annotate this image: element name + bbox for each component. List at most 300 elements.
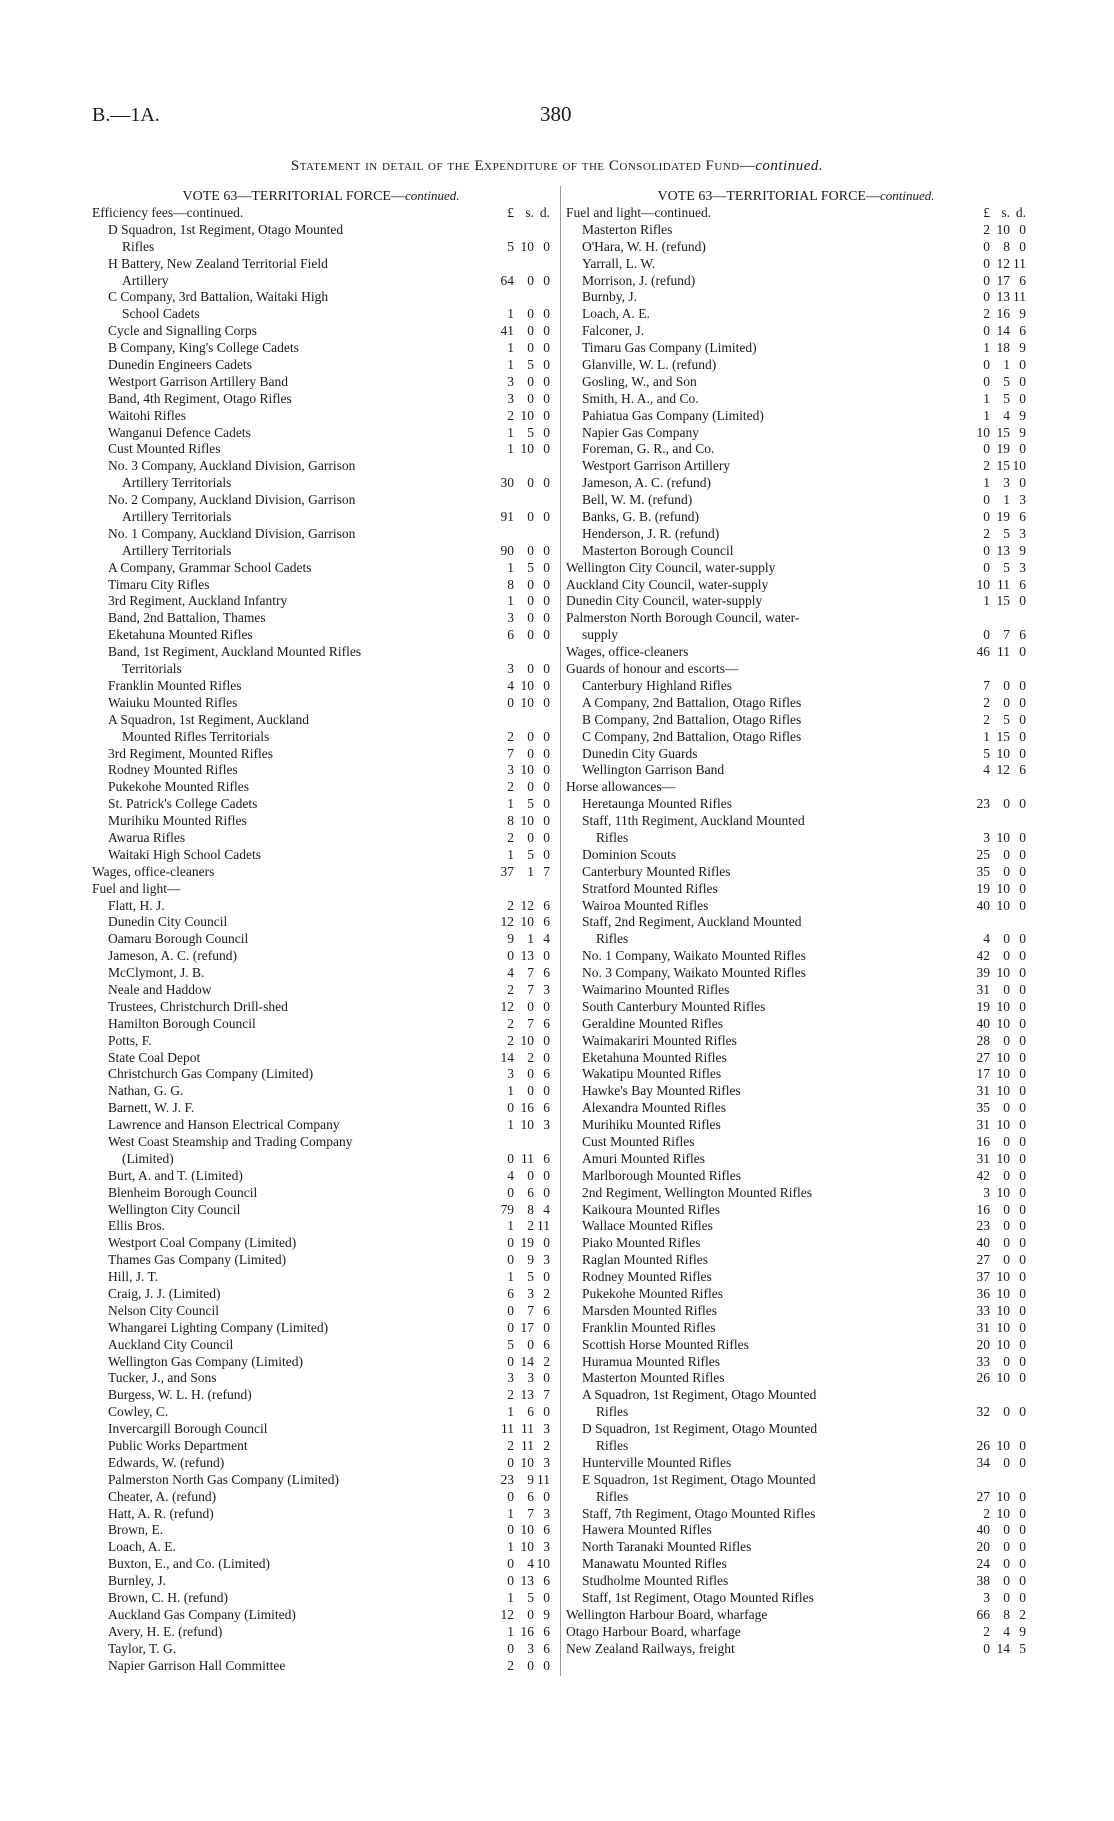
pence-value: 6: [1019, 323, 1026, 339]
expenditure-row: [92, 881, 550, 898]
item-label: Auckland City Council: [108, 1336, 234, 1352]
item-label: Cheater, A. (refund): [108, 1488, 217, 1504]
pence-value: 2: [1019, 1606, 1026, 1622]
item-label: No. 3 Company, Auckland Division, Garrison: [108, 458, 356, 474]
expenditure-row: [92, 509, 550, 526]
shillings-value: 1: [527, 931, 534, 947]
item-label: Dunedin City Council, water-supply: [566, 593, 763, 609]
expenditure-row: [566, 239, 1026, 256]
expenditure-row: [566, 982, 1026, 999]
expenditure-row: [566, 1066, 1026, 1083]
item-label: Hamilton Borough Council: [108, 1015, 256, 1031]
item-label: D Squadron, 1st Regiment, Otago Mounted: [582, 1421, 818, 1437]
pence-value: [534, 526, 550, 543]
amount: [492, 1556, 550, 1573]
expenditure-row: [92, 1438, 550, 1455]
shillings-value: 8: [1003, 238, 1010, 254]
amount: [492, 1421, 550, 1438]
pence-value: 0: [1019, 745, 1026, 761]
item-label: Stratford Mounted Rifles: [582, 880, 718, 896]
amount: [492, 813, 550, 830]
amount: [492, 1303, 550, 1320]
expenditure-row: [566, 577, 1026, 594]
expenditure-row: [92, 1421, 550, 1438]
expenditure-row: [92, 441, 550, 458]
amount: [492, 374, 550, 391]
item-label: Yarrall, L. W.: [582, 255, 656, 271]
expenditure-row: [566, 1185, 1026, 1202]
expenditure-row: [566, 762, 1026, 779]
amount: [492, 1607, 550, 1624]
pounds-value: [968, 813, 990, 830]
pounds-value: 0: [507, 1353, 514, 1369]
pounds-value: 0: [507, 948, 514, 964]
amount: [492, 965, 550, 982]
pence-value: 3: [543, 981, 550, 997]
pounds-value: 31: [976, 981, 990, 997]
shillings-value: 0: [1003, 1404, 1010, 1420]
amount: [492, 408, 550, 425]
shillings-value: 0: [527, 728, 534, 744]
expenditure-row: [566, 458, 1026, 475]
shillings-value: 7: [527, 1015, 534, 1031]
expenditure-row: [566, 1202, 1026, 1219]
pounds-value: 1: [507, 441, 514, 457]
shillings-value: 13: [520, 1387, 534, 1403]
pounds-value: 3: [507, 1066, 514, 1082]
shillings-value: 10: [996, 1319, 1010, 1335]
pence-value: 0: [543, 1167, 550, 1183]
shillings-value: 10: [996, 1286, 1010, 1301]
pounds-value: 3: [983, 829, 990, 845]
shillings-value: 0: [527, 627, 534, 643]
expenditure-row: [92, 914, 550, 931]
shillings-value: 0: [1003, 948, 1010, 964]
pence-value: 0: [1019, 1336, 1026, 1352]
item-label: Staff, 1st Regiment, Otago Mounted Rifles: [582, 1590, 814, 1606]
pounds-value: 0: [507, 1100, 514, 1116]
pounds-value: 19: [976, 998, 990, 1014]
item-label: Glanville, W. L. (refund): [582, 357, 717, 373]
pounds-value: 31: [976, 1150, 990, 1166]
pence-value: 11: [1013, 289, 1026, 305]
pounds-value: 2: [983, 1623, 990, 1639]
expenditure-row: [566, 695, 1026, 712]
expenditure-row: [92, 1404, 550, 1421]
item-label: Masterton Rifles: [582, 221, 673, 237]
expenditure-row: [566, 1286, 1026, 1303]
pounds-value: 4: [507, 1167, 514, 1183]
pounds-value: [492, 492, 514, 509]
amount: [968, 982, 1026, 999]
shillings-value: 10: [996, 829, 1010, 845]
pounds-value: 0: [983, 1640, 990, 1656]
pence-value: 0: [543, 762, 550, 778]
pence-value: 0: [1019, 1286, 1026, 1301]
shillings-value: 0: [1003, 1201, 1010, 1217]
item-label: Banks, G. B. (refund): [582, 509, 699, 525]
item-label: Cowley, C.: [108, 1404, 169, 1420]
expenditure-row: [566, 391, 1026, 408]
pounds-value: 27: [976, 1049, 990, 1065]
pounds-value: 0: [507, 1184, 514, 1200]
pounds-value: 0: [983, 373, 990, 389]
pence-value: 0: [1019, 221, 1026, 237]
pence-value: [1010, 610, 1026, 627]
expenditure-row: [92, 762, 550, 779]
item-label: C Company, 3rd Battalion, Waitaki High: [108, 289, 329, 305]
amount: [968, 813, 1026, 830]
expenditure-row: [566, 560, 1026, 577]
amount: [968, 1066, 1026, 1083]
pence-value: 0: [543, 357, 550, 373]
expenditure-row: [92, 560, 550, 577]
item-label: Artillery: [122, 272, 169, 288]
shillings-value: 9: [527, 1471, 534, 1487]
amount: [968, 340, 1026, 357]
pence-value: 0: [543, 1032, 550, 1048]
pence-value: 11: [1013, 255, 1026, 271]
expenditure-row: [566, 931, 1026, 948]
item-label: Potts, F.: [108, 1032, 152, 1048]
item-label: H Battery, New Zealand Territorial Field: [108, 255, 328, 271]
pounds-value: 23: [976, 796, 990, 812]
shillings-value: 0: [527, 1657, 534, 1673]
amount: [492, 1218, 550, 1235]
expenditure-row: [92, 543, 550, 560]
pence-value: 2: [543, 1353, 550, 1369]
expenditure-row: [566, 796, 1026, 813]
expenditure-row: [92, 1218, 550, 1235]
shillings-value: 0: [1003, 1133, 1010, 1149]
item-label: Loach, A. E.: [108, 1539, 176, 1555]
shillings-value: 0: [527, 779, 534, 795]
pounds-value: 5: [507, 238, 514, 254]
amount: [492, 1573, 550, 1590]
amount: [492, 458, 550, 475]
shillings-value: 0: [1003, 1353, 1010, 1369]
amount: [968, 577, 1026, 594]
pounds-value: 20: [976, 1336, 990, 1352]
pounds-value: 10: [976, 424, 990, 440]
item-label: Napier Garrison Hall Committee: [108, 1657, 286, 1673]
pounds-value: 2: [983, 458, 990, 474]
shillings-value: 2: [527, 1049, 534, 1065]
expenditure-row: [92, 1489, 550, 1506]
pence-value: 0: [543, 475, 550, 491]
amount: [492, 492, 550, 509]
item-label: Burnley, J.: [108, 1573, 166, 1589]
item-label: Fuel and light—: [92, 880, 181, 896]
item-label: Artillery Territorials: [122, 509, 232, 525]
pence-value: 0: [1019, 1100, 1026, 1116]
amount: [968, 762, 1026, 779]
pounds-value: 2: [507, 779, 514, 795]
pounds-value: 3: [507, 1370, 514, 1386]
expenditure-row: [92, 627, 550, 644]
expenditure-row: [92, 256, 550, 273]
item-label: West Coast Steamship and Trading Company: [108, 1133, 353, 1149]
pence-value: [1010, 1387, 1026, 1404]
expenditure-row: [92, 847, 550, 864]
shillings-value: 0: [527, 1066, 534, 1082]
pounds-value: 0: [507, 1640, 514, 1656]
pence-value: d.: [1015, 205, 1026, 220]
item-label: Rifles: [596, 1488, 629, 1504]
pence-value: 0: [1019, 948, 1026, 964]
pence-value: 3: [543, 1252, 550, 1268]
pence-value: 9: [543, 1606, 550, 1622]
pounds-value: 35: [976, 1100, 990, 1116]
pence-value: 6: [1019, 576, 1026, 592]
pence-value: 0: [1019, 1353, 1026, 1369]
expenditure-row: [92, 577, 550, 594]
shillings-value: 8: [527, 1201, 534, 1217]
pounds-value: 12: [500, 998, 514, 1014]
expenditure-row: [566, 1218, 1026, 1235]
amount: [968, 999, 1026, 1016]
amount: [492, 577, 550, 594]
pence-value: 0: [1019, 1184, 1026, 1200]
expenditure-row: [566, 678, 1026, 695]
item-label: Avery, H. E. (refund): [108, 1623, 223, 1639]
amount: [968, 729, 1026, 746]
expenditure-row: [566, 1573, 1026, 1590]
pence-value: 0: [1019, 373, 1026, 389]
item-label: Burgess, W. L. H. (refund): [108, 1387, 252, 1403]
expenditure-row: [92, 830, 550, 847]
item-label: Masterton Borough Council: [582, 542, 734, 558]
pounds-value: [492, 1134, 514, 1151]
shillings-value: 17: [996, 272, 1010, 288]
shillings-value: 10: [996, 880, 1010, 896]
pence-value: 0: [543, 1590, 550, 1606]
shillings-value: 0: [1003, 1573, 1010, 1589]
pence-value: [1010, 661, 1026, 678]
item-label: Wellington Gas Company (Limited): [108, 1353, 304, 1369]
item-label: Westport Garrison Artillery Band: [108, 373, 289, 389]
expenditure-row: [566, 1269, 1026, 1286]
item-label: Hill, J. T.: [108, 1269, 159, 1285]
pence-value: 0: [1019, 1032, 1026, 1048]
item-label: Burt, A. and T. (Limited): [108, 1167, 243, 1183]
shillings-value: 10: [996, 1015, 1010, 1031]
amount: [968, 914, 1026, 931]
amount: [968, 830, 1026, 847]
shillings-value: 0: [527, 1167, 534, 1183]
shillings-value: 0: [527, 998, 534, 1014]
pounds-value: 7: [983, 677, 990, 693]
left-vote-text: VOTE 63—TERRITORIAL FORCE—: [182, 189, 405, 204]
amount: [968, 864, 1026, 881]
expenditure-row: [92, 864, 550, 881]
pounds-value: 0: [507, 694, 514, 710]
item-label: School Cadets: [122, 306, 200, 322]
expenditure-row: [92, 1269, 550, 1286]
amount: [492, 1354, 550, 1371]
expenditure-row: [92, 1066, 550, 1083]
pence-value: 0: [1019, 644, 1026, 660]
amount: [492, 1506, 550, 1523]
expenditure-row: [92, 1522, 550, 1539]
amount: [492, 999, 550, 1016]
item-label: Geraldine Mounted Rifles: [582, 1015, 723, 1031]
shillings-value: 10: [520, 694, 534, 710]
shillings-value: 11: [997, 576, 1010, 592]
amount: [968, 1100, 1026, 1117]
amount: [492, 593, 550, 610]
amount: [492, 1050, 550, 1067]
item-label: Cust Mounted Rifles: [108, 441, 221, 457]
pence-value: 3: [543, 1454, 550, 1470]
shillings-value: 10: [520, 1117, 534, 1133]
expenditure-row: [92, 323, 550, 340]
pence-value: 0: [1019, 475, 1026, 491]
expenditure-row: [566, 779, 1026, 796]
pence-value: 0: [1019, 1370, 1026, 1386]
amount: [492, 357, 550, 374]
pounds-value: 1: [507, 593, 514, 609]
amount: [492, 1539, 550, 1556]
item-label: Band, 1st Regiment, Auckland Mounted Rifles: [108, 644, 362, 660]
shillings-value: 5: [527, 846, 534, 862]
pence-value: [534, 222, 550, 239]
item-label: No. 1 Company, Auckland Division, Garrison: [108, 525, 356, 541]
item-label: Franklin Mounted Rifles: [582, 1319, 716, 1335]
pence-value: 0: [543, 948, 550, 964]
item-label: Palmerston North Gas Company (Limited): [108, 1471, 339, 1487]
pounds-value: 1: [507, 1083, 514, 1099]
pounds-value: 31: [976, 1319, 990, 1335]
column-divider: [560, 186, 561, 1676]
expenditure-row: [92, 1624, 550, 1641]
expenditure-row: [566, 712, 1026, 729]
pounds-value: 23: [500, 1471, 514, 1487]
amount: [492, 306, 550, 323]
shillings-value: 10: [520, 813, 534, 829]
item-label: Barnett, W. J. F.: [108, 1100, 195, 1116]
shillings-value: 0: [527, 1606, 534, 1622]
expenditure-row: [566, 1100, 1026, 1117]
expenditure-row: [566, 746, 1026, 763]
amount: [492, 509, 550, 526]
expenditure-row: [92, 408, 550, 425]
expenditure-row: [92, 661, 550, 678]
expenditure-row: [92, 1252, 550, 1269]
amount: [492, 746, 550, 763]
amount: [968, 543, 1026, 560]
expenditure-row: [92, 1235, 550, 1252]
item-label: (Limited): [122, 1150, 174, 1166]
expenditure-row: [566, 1033, 1026, 1050]
pence-value: 3: [543, 1421, 550, 1437]
pounds-value: 19: [976, 880, 990, 896]
pounds-value: 0: [507, 1522, 514, 1538]
right-vote-continued: continued.: [879, 188, 935, 203]
expenditure-row: [566, 898, 1026, 915]
shillings-value: 10: [996, 1336, 1010, 1352]
pence-value: [1010, 1472, 1026, 1489]
item-label: Pahiatua Gas Company (Limited): [582, 407, 764, 423]
item-label: Kaikoura Mounted Rifles: [582, 1201, 720, 1217]
amount: [492, 1033, 550, 1050]
expenditure-row: [566, 306, 1026, 323]
amount: [492, 1455, 550, 1472]
pounds-value: 38: [976, 1573, 990, 1589]
item-label: South Canterbury Mounted Rifles: [582, 998, 766, 1014]
shillings-value: s.: [525, 205, 534, 220]
amount: [492, 1387, 550, 1404]
expenditure-row: [566, 425, 1026, 442]
pounds-value: 1: [507, 1269, 514, 1285]
pounds-value: 4: [507, 677, 514, 693]
item-label: Dunedin Engineers Cadets: [108, 357, 252, 373]
expenditure-row: [566, 526, 1026, 543]
pounds-value: [968, 779, 990, 796]
shillings-value: 0: [1003, 1032, 1010, 1048]
expenditure-row: [92, 1472, 550, 1489]
item-label: Huramua Mounted Rifles: [582, 1353, 720, 1369]
amount: [492, 425, 550, 442]
expenditure-row: [92, 1100, 550, 1117]
item-label: Auckland City Council, water-supply: [566, 576, 769, 592]
pence-value: 2: [543, 1438, 550, 1454]
amount: [968, 475, 1026, 492]
amount: [492, 864, 550, 881]
pounds-value: 2: [983, 1505, 990, 1521]
pence-value: [534, 492, 550, 509]
expenditure-row: [566, 1404, 1026, 1421]
statement-title: [0, 158, 1114, 175]
pence-value: 0: [1019, 441, 1026, 457]
shillings-value: 5: [1003, 711, 1010, 727]
item-label: Rifles: [122, 238, 155, 254]
shillings-value: 10: [996, 1066, 1010, 1082]
pounds-value: 90: [500, 542, 514, 558]
expenditure-row: [92, 1320, 550, 1337]
pence-value: 0: [543, 1488, 550, 1504]
shillings-value: 0: [527, 610, 534, 626]
item-label: Artillery Territorials: [122, 475, 232, 491]
expenditure-row: [566, 610, 1026, 627]
pounds-value: [492, 222, 514, 239]
shillings-value: 10: [996, 965, 1010, 981]
amount: [968, 644, 1026, 661]
shillings-value: 10: [520, 441, 534, 457]
shillings-value: 17: [520, 1319, 534, 1335]
pounds-value: 1: [507, 1404, 514, 1420]
expenditure-row: [92, 729, 550, 746]
pounds-value: 10: [976, 576, 990, 592]
shillings-value: 18: [996, 340, 1010, 356]
shillings-value: 6: [527, 1184, 534, 1200]
pence-value: 0: [1019, 1049, 1026, 1065]
pounds-value: 1: [507, 1539, 514, 1555]
item-label: Tucker, J., and Sons: [108, 1370, 217, 1386]
pence-value: 6: [1019, 762, 1026, 778]
amount: [968, 1016, 1026, 1033]
pence-value: 0: [543, 559, 550, 575]
pounds-value: 35: [976, 863, 990, 879]
expenditure-row: [92, 1083, 550, 1100]
pounds-value: 2: [507, 1015, 514, 1031]
item-label: State Coal Depot: [108, 1049, 201, 1065]
shillings-value: [514, 458, 534, 475]
amount: [492, 1235, 550, 1252]
pence-value: 0: [1019, 1150, 1026, 1166]
pence-value: 0: [543, 627, 550, 643]
pounds-value: 39: [976, 965, 990, 981]
